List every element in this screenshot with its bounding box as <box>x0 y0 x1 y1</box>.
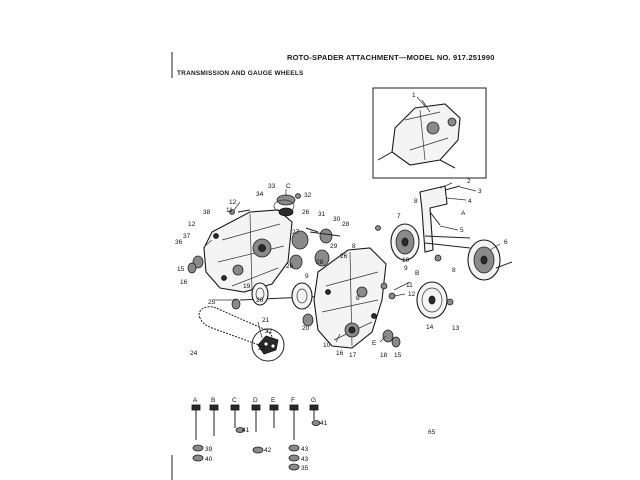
callout-label: 15 <box>394 352 402 359</box>
hardware-number: 35 <box>301 465 309 472</box>
drive-chain <box>199 307 272 346</box>
hardware-number: 39 <box>205 446 213 453</box>
callout-label: 3 <box>478 188 482 195</box>
callout-label: 31 <box>318 211 326 218</box>
hardware-letter: C <box>232 397 237 404</box>
seal-bearing-right <box>381 283 400 347</box>
inset-assembly <box>373 88 486 178</box>
hardware-letter: F <box>291 397 295 404</box>
callout-label: 24 <box>190 350 198 357</box>
callout-label: 8 <box>414 198 418 205</box>
callout-label: 25 <box>208 299 216 306</box>
callout-label: 32 <box>304 192 312 199</box>
hardware-number: 40 <box>205 456 213 463</box>
callout-label: 8 <box>352 243 356 250</box>
callout-label: 16 <box>336 350 344 357</box>
callout-label: 16 <box>180 279 188 286</box>
callout-label: B <box>415 270 420 277</box>
hardware-letter: D <box>253 397 258 404</box>
callout-label: 1 <box>412 92 416 99</box>
callout-label: 36 <box>175 239 183 246</box>
callouts-inset <box>412 92 416 99</box>
hardware-number: 43 <box>301 446 309 453</box>
callout-label: 11 <box>226 207 233 214</box>
callout-label: 11 <box>406 282 413 289</box>
callout-label: 8 <box>356 295 360 302</box>
callout-label: 19 <box>243 283 251 290</box>
page-number: 65 <box>428 429 436 436</box>
callout-label: 13 <box>452 325 460 332</box>
callout-label: 30 <box>333 216 341 223</box>
hardware-number: 41 <box>242 427 250 434</box>
callout-label: 10 <box>402 257 410 264</box>
hardware-letter: G <box>311 397 317 404</box>
callout-label: 4 <box>468 198 472 205</box>
callout-label: 9 <box>404 265 408 272</box>
callout-label: 34 <box>256 191 264 198</box>
callout-label: 26 <box>302 209 310 216</box>
callout-label: C <box>286 183 291 190</box>
callout-label: 12 <box>408 291 416 298</box>
seal-bearing-left <box>188 256 203 273</box>
callout-label: 20 <box>302 325 310 332</box>
hardware-number: 42 <box>264 447 272 454</box>
hardware-number: 43 <box>301 456 309 463</box>
hardware-letter: E <box>271 397 276 404</box>
callout-label: 38 <box>203 209 211 216</box>
callout-label: 9 <box>305 273 309 280</box>
hardware-letter: B <box>211 397 216 404</box>
callout-label: 33 <box>268 183 276 190</box>
diagram-title: ROTO-SPADER ATTACHMENT—MODEL NO. 917.251990 <box>287 53 495 62</box>
callout-label: E <box>372 340 377 347</box>
callout-label: 20 <box>256 297 264 304</box>
callout-label: 12 <box>188 221 196 228</box>
callout-label: 17 <box>349 352 357 359</box>
callout-label: 28 <box>342 221 350 228</box>
callout-label: 22 <box>265 328 273 335</box>
callout-label: 7 <box>397 213 401 220</box>
callout-label: 15 <box>177 266 185 273</box>
callout-label: 21 <box>262 317 270 324</box>
callout-label: 2 <box>467 178 471 185</box>
callout-label: 23 <box>258 345 266 352</box>
gauge-wheel-bracket <box>420 186 470 252</box>
callout-label: 26 <box>286 263 294 270</box>
callout-label: 26 <box>340 253 348 260</box>
gauge-wheel-right <box>468 240 500 280</box>
section-title: TRANSMISSION AND GAUGE WHEELS <box>177 70 304 77</box>
callout-label: 29 <box>330 243 338 250</box>
callout-label: 28 <box>316 259 324 266</box>
pulley <box>417 282 447 318</box>
transmission-housing-left <box>204 210 292 292</box>
callout-label: 27 <box>292 229 300 236</box>
callout-label: 10 <box>323 342 331 349</box>
hardware-number: 41 <box>320 420 328 427</box>
callout-label: 8 <box>452 267 456 274</box>
callout-label: 12 <box>229 199 237 206</box>
callout-label: A <box>461 210 466 217</box>
callout-label: 14 <box>426 324 434 331</box>
callout-label: 37 <box>183 233 191 240</box>
hardware-letter: A <box>193 397 198 404</box>
callout-label: 5 <box>460 227 464 234</box>
gauge-wheel-left <box>391 224 419 260</box>
callout-label: 18 <box>380 352 388 359</box>
callout-label: 6 <box>504 239 508 246</box>
